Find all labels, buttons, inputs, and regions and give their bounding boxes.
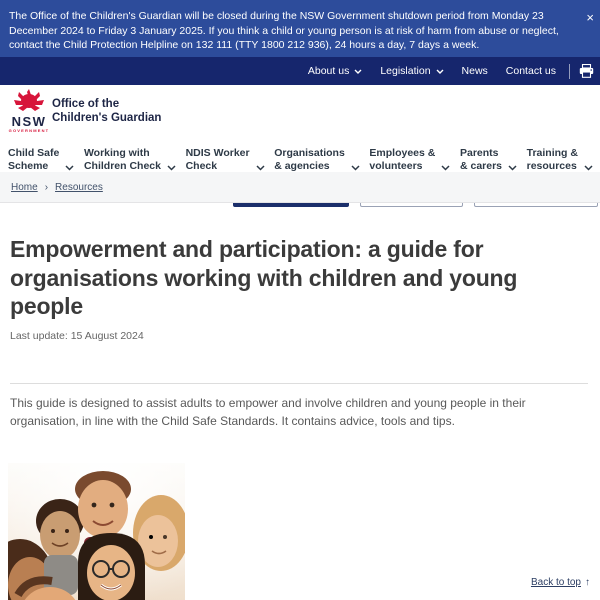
chevron-down-icon: [256, 165, 264, 170]
divider: [569, 64, 570, 79]
last-update-text: Last update: 15 August 2024: [10, 330, 144, 342]
site-header: [0, 85, 600, 137]
logo-brand-text: NSW: [11, 114, 47, 129]
nav-item-training-resources[interactable]: [527, 142, 592, 172]
alert-text: The Office of the Children's Guardian will be closed during the NSW Government shutdown period from Monday 23 December 2024 to Friday 3 January 2025. If you think a child or young person is at risk of harm from abuse or neglect, contact the Child Protection Helpline on 132 111 (TTY 1800 212 936), 24 hours a day, 7 days a week.: [9, 10, 559, 51]
breadcrumb: [0, 172, 600, 203]
arrow-up-icon: ↑: [585, 577, 590, 588]
back-to-top-link[interactable]: [531, 577, 590, 588]
nav-item-label: Parents & carers: [459, 147, 503, 172]
nav-item-label: Training & resources: [526, 147, 578, 172]
page-title: Empowerment and participation: a guide for organisations working with children and young people: [10, 236, 518, 319]
nav-item-label: Working with Children Check: [83, 147, 161, 172]
chevron-down-icon: [584, 165, 592, 170]
close-icon[interactable]: ×: [586, 10, 594, 25]
utility-nav-label: News: [461, 65, 488, 77]
utility-nav-news[interactable]: [453, 65, 497, 77]
breadcrumb-home-link[interactable]: Home: [11, 181, 38, 193]
nsw-government-logo[interactable]: [8, 89, 50, 133]
nav-item-label: Child Safe Scheme: [8, 147, 60, 172]
printer-icon[interactable]: [576, 64, 597, 78]
divider: [10, 383, 588, 384]
nav-item-working-with-children-check[interactable]: [84, 142, 175, 172]
site-title[interactable]: [52, 98, 161, 125]
article-image-group-selfie: [8, 463, 185, 600]
chevron-down-icon: [167, 165, 175, 170]
nav-item-child-safe-scheme[interactable]: [8, 142, 73, 172]
logo-sub-text: GOVERNMENT: [8, 128, 50, 133]
utility-nav-label: Contact us: [505, 65, 556, 77]
nav-item-ndis-worker-check[interactable]: [186, 142, 264, 172]
intro-paragraph: This guide is designed to assist adults to empower and involve children and young people in their organisation, in line with the Child Safe Standards. It contains advice, tools and tips.: [10, 396, 526, 428]
waratah-icon: [14, 89, 44, 111]
nav-item-label: NDIS Worker Check: [185, 147, 250, 172]
nav-item-label: Organisations & agencies: [274, 147, 345, 172]
utility-nav: [0, 57, 600, 85]
nav-item-parents-carers[interactable]: [460, 142, 516, 172]
chevron-down-icon: [441, 165, 449, 170]
chevron-down-icon: [65, 165, 73, 170]
back-to-top-label: Back to top: [530, 577, 581, 588]
breadcrumb-separator: ›: [44, 181, 49, 193]
chevron-down-icon: [351, 165, 359, 170]
nav-item-organisations-agencies[interactable]: [274, 142, 359, 172]
utility-nav-label: Legislation: [380, 65, 431, 77]
chevron-down-icon: [436, 69, 444, 74]
nav-item-employees-volunteers[interactable]: [369, 142, 449, 172]
chevron-down-icon: [508, 165, 516, 170]
utility-nav-label: About us: [307, 65, 350, 77]
alert-banner: [0, 0, 600, 57]
site-title-line2: Children's Guardian: [52, 111, 162, 124]
utility-nav-legislation[interactable]: [371, 65, 452, 77]
breadcrumb-resources-link[interactable]: Resources: [55, 181, 103, 193]
utility-nav-contact-us[interactable]: [497, 65, 565, 77]
utility-nav-about-us[interactable]: [299, 65, 371, 77]
site-title-line1: Office of the: [52, 98, 120, 110]
main-nav: [0, 137, 600, 172]
nav-item-label: Employees & volunteers: [369, 147, 436, 172]
chevron-down-icon: [354, 69, 362, 74]
